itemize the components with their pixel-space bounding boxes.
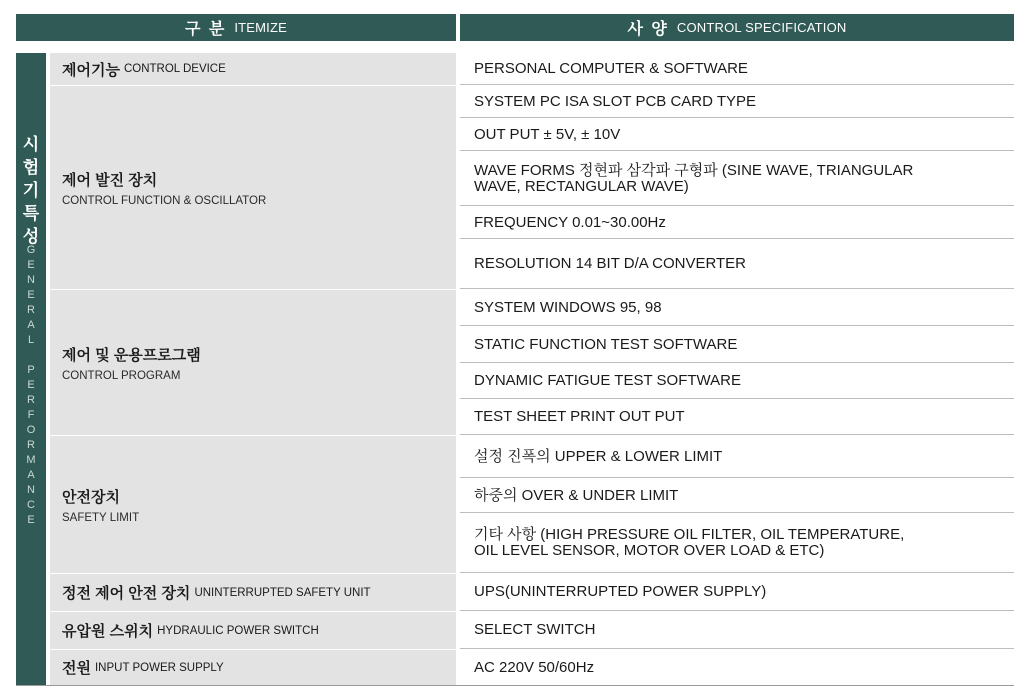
spec-text: SELECT SWITCH <box>474 621 596 638</box>
item-input-power-supply <box>50 650 456 685</box>
header-itemize-ko: 구 분 <box>184 21 227 38</box>
item-label-ko: 유압원 스위치 <box>62 623 154 640</box>
sidebar-letter: A <box>27 469 35 481</box>
sidebar-letter: N <box>27 484 35 496</box>
spec-cell <box>460 574 1014 611</box>
item-label-ko: 정전 제어 안전 장치 <box>62 585 191 602</box>
spec-text: UPS(UNINTERRUPTED POWER SUPPLY) <box>474 583 767 600</box>
sidebar-letter: P <box>27 364 35 376</box>
spec-text: TEST SHEET PRINT OUT PUT <box>474 408 685 425</box>
spec-text: AC 220V 50/60Hz <box>474 658 595 676</box>
spec-cell <box>460 436 1014 478</box>
sidebar-letter: A <box>27 319 35 331</box>
item-safety-limit <box>50 436 456 573</box>
sidebar-letter: L <box>27 334 35 346</box>
spec-cell <box>460 152 1014 206</box>
spec-cell <box>460 207 1014 239</box>
sidebar-letter: E <box>27 289 35 301</box>
spec-cell <box>460 612 1014 649</box>
header-itemize <box>16 14 456 41</box>
spec-cell <box>460 86 1014 118</box>
sidebar-letter: E <box>27 259 35 271</box>
item-control-function-oscillator <box>50 86 456 289</box>
general-performance-sidebar <box>16 53 46 685</box>
sidebar-char: 험 <box>22 158 40 177</box>
sidebar-char: 시 <box>22 135 40 154</box>
item-label-ko: 제어기능 <box>62 61 120 79</box>
sidebar-title-en <box>16 243 46 528</box>
item-label-en: UNINTERRUPTED SAFETY UNIT <box>194 586 371 599</box>
spec-text: 기타 사항 (HIGH PRESSURE OIL FILTER, OIL TEMPERATURE, OIL LEVEL SENSOR, MOTOR OVER LOAD & ETC) <box>474 526 905 559</box>
item-label-en: CONTROL FUNCTION & OSCILLATOR <box>62 194 267 207</box>
spec-cell <box>460 650 1014 685</box>
spec-cell <box>460 400 1014 435</box>
spec-cell <box>460 240 1014 289</box>
item-label-ko: 안전장치 <box>62 488 120 506</box>
sidebar-letter: N <box>27 274 35 286</box>
header-itemize-en: ITEMIZE <box>234 20 288 35</box>
spec-text: FREQUENCY 0.01~30.00Hz <box>474 213 666 231</box>
item-label-en: CONTROL PROGRAM <box>62 369 181 382</box>
spec-text: 설정 진폭의 UPPER & LOWER LIMIT <box>474 447 723 465</box>
item-label-en: HYDRAULIC POWER SWITCH <box>157 624 319 637</box>
item-control-device <box>50 53 456 85</box>
item-label-en: CONTROL DEVICE <box>123 63 226 75</box>
sidebar-letter <box>16 348 46 363</box>
item-label-en: SAFETY LIMIT <box>62 511 140 524</box>
spec-cell <box>460 514 1014 573</box>
item-label-en: INPUT POWER SUPPLY <box>94 661 224 674</box>
spec-text: SYSTEM PC ISA SLOT PCB CARD TYPE <box>474 92 757 110</box>
sidebar-char: 기 <box>22 181 40 200</box>
sidebar-letter: M <box>26 454 36 466</box>
sidebar-letter: R <box>27 304 35 316</box>
item-label-ko: 제어 및 운용프로그램 <box>62 346 201 364</box>
spec-text: OUT PUT ± 5V, ± 10V <box>474 125 621 143</box>
spec-text: PERSONAL COMPUTER & SOFTWARE <box>474 59 748 77</box>
item-control-program <box>50 290 456 435</box>
spec-text: RESOLUTION 14 BIT D/A CONVERTER <box>474 255 747 272</box>
sidebar-letter: G <box>26 244 36 256</box>
spec-text: 하중의 OVER & UNDER LIMIT <box>474 486 679 504</box>
sidebar-letter: C <box>27 499 35 511</box>
item-uninterrupted-safety-unit <box>50 574 456 611</box>
sidebar-title-ko <box>16 133 46 248</box>
table-bottom-border <box>16 685 1014 686</box>
spec-cell <box>460 53 1014 85</box>
spec-cell <box>460 479 1014 513</box>
spec-text: STATIC FUNCTION TEST SOFTWARE <box>474 335 738 353</box>
item-hydraulic-power-switch <box>50 612 456 649</box>
spec-cell <box>460 119 1014 151</box>
sidebar-letter: R <box>27 394 35 406</box>
spec-text: SYSTEM WINDOWS 95, 98 <box>474 298 662 316</box>
header-specification-en: CONTROL SPECIFICATION <box>676 20 847 35</box>
header-specification-ko: 사 양 <box>627 21 669 38</box>
sidebar-letter: E <box>27 514 35 526</box>
sidebar-letter: O <box>26 424 36 436</box>
sidebar-char: 성 <box>22 227 40 246</box>
sidebar-letter: E <box>27 379 35 391</box>
item-label-ko: 전원 <box>62 660 91 677</box>
spec-text: WAVE FORMS 정현파 삼각파 구형파 (SINE WAVE, TRIANGULAR WAVE, RECTANGULAR WAVE) <box>474 161 914 195</box>
item-label-ko: 제어 발진 장치 <box>62 171 158 189</box>
sidebar-letter: F <box>27 409 35 421</box>
sidebar-char: 특 <box>22 204 40 223</box>
spec-cell <box>460 364 1014 399</box>
spec-text: DYNAMIC FATIGUE TEST SOFTWARE <box>474 372 741 389</box>
spec-cell <box>460 290 1014 326</box>
sidebar-letter: R <box>27 439 35 451</box>
header-specification <box>460 14 1014 41</box>
spec-cell <box>460 327 1014 363</box>
